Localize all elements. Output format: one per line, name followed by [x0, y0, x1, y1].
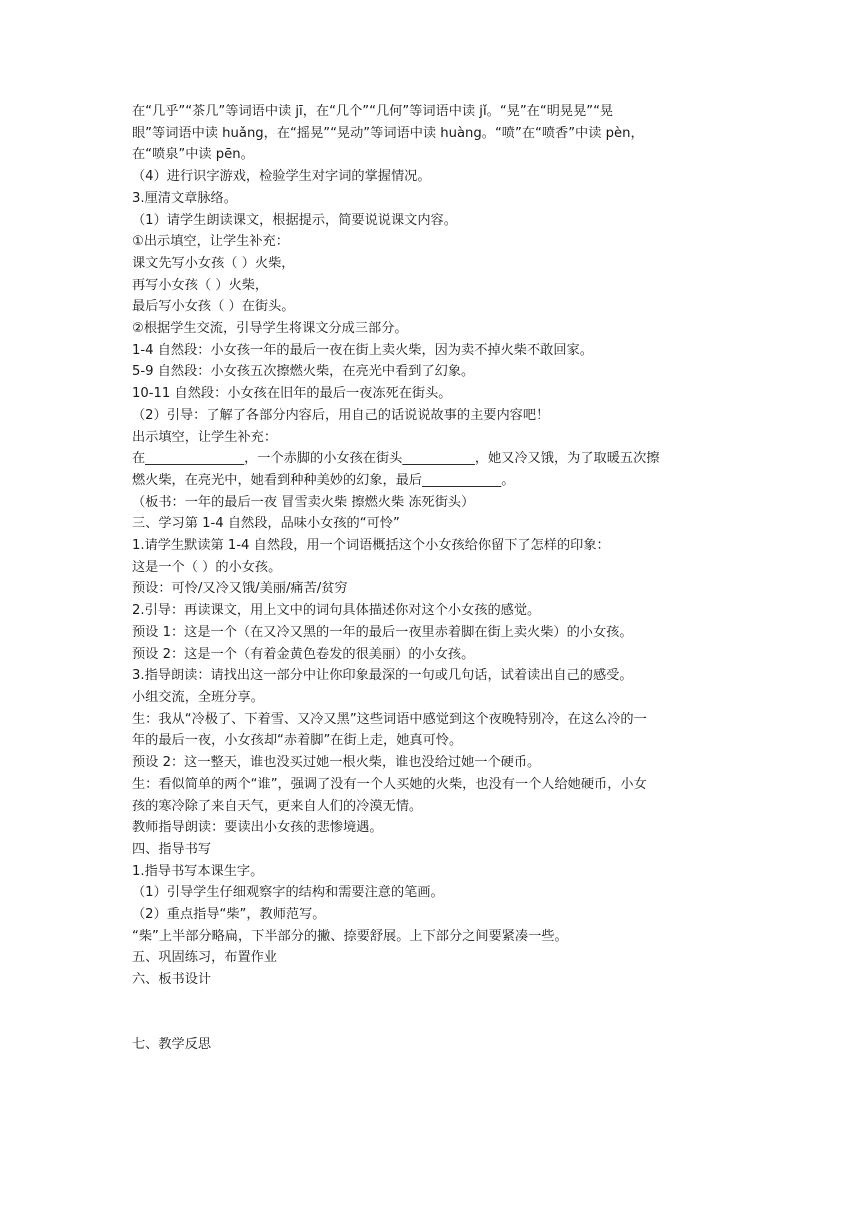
- document-body: [132, 101, 732, 1056]
- section-heading: 五、巩固练习，布置作业: [132, 950, 278, 966]
- text-line: 3.指导朗读：请找出这一部分中让你印象最深的一句或几句话，试着读出自己的感受。: [132, 668, 633, 684]
- text-line: 预设：可怜/又冷又饿/美丽/痛苦/贫穷: [132, 581, 348, 597]
- text-line: 在_______________，一个赤脚的小女孩在街头___________，她又冷又饿，为了取暖五次擦: [132, 451, 660, 467]
- text-line: 年的最后一夜，小女孩却“赤着脚”在街上走，她真可怜。: [132, 733, 463, 749]
- text-line: 在“喷泉”中读 pēn。: [132, 147, 254, 163]
- text-line: 1-4 自然段：小女孩一年的最后一夜在街上卖火柴，因为卖不掉火柴不敢回家。: [132, 342, 593, 358]
- blank-space: [132, 991, 732, 1034]
- text-line: 燃火柴，在亮光中，她看到种种美妙的幻象，最后____________。: [132, 472, 515, 488]
- text-line: 小组交流，全班分享。: [132, 689, 264, 705]
- text-line: 课文先写小女孩（ ）火柴，: [132, 255, 295, 271]
- text-line: （板书：一年的最后一夜 冒雪卖火柴 擦燃火柴 冻死街头）: [132, 494, 475, 510]
- section-heading: 四、指导书写: [132, 841, 212, 857]
- text-line: “柴”上半部分略扁，下半部分的撇、捺要舒展。上下部分之间要紧凑一些。: [132, 928, 568, 944]
- text-line: ②根据学生交流，引导学生将课文分成三部分。: [132, 321, 408, 337]
- text-line: 在“几乎”“茶几”等词语中读 jī，在“几个”“几何”等词语中读 jǐ。“晃”在“明晃晃”“晃: [132, 104, 614, 119]
- text-line: 10-11 自然段：小女孩在旧年的最后一夜冻死在街头。: [132, 386, 452, 402]
- text-line: 1.指导书写本课生字。: [132, 863, 264, 879]
- text-line: ①出示填空，让学生补充：: [132, 234, 289, 250]
- text-line: 5-9 自然段：小女孩五次擦燃火柴，在亮光中看到了幻象。: [132, 364, 475, 380]
- text-line: （4）进行识字游戏，检验学生对字词的掌握情况。: [132, 169, 431, 185]
- text-line: 2.引导：再读课文，用上文中的词句具体描述你对这个小女孩的感觉。: [132, 603, 541, 619]
- text-line: 孩的寒冷除了来自天气，更来自人们的冷漠无情。: [132, 798, 423, 814]
- text-line: （2）重点指导“柴”，教师范写。: [132, 907, 326, 923]
- text-line: 生：我从“冷极了、下着雪、又冷又黑”这些词语中感觉到这个夜晚特别冷，在这么冷的一: [132, 711, 647, 727]
- text-line: （1）请学生朗读课文，根据提示，简要说说课文内容。: [132, 212, 457, 228]
- text-line: 出示填空，让学生补充：: [132, 429, 278, 445]
- section-heading: 七、教学反思: [132, 1036, 212, 1052]
- text-line: 教师指导朗读：要读出小女孩的悲惨境遇。: [132, 820, 383, 836]
- text-line: 生：看似简单的两个“谁”，强调了没有一个人买她的火柴，也没有一个人给她硬币，小女: [132, 776, 647, 792]
- text-line: 这是一个（ ）的小女孩。: [132, 559, 282, 575]
- text-line: 预设 1：这是一个（在又冷又黑的一年的最后一夜里赤着脚在街上卖火柴）的小女孩。: [132, 624, 633, 640]
- section-heading: 六、板书设计: [132, 972, 212, 988]
- text-line: 预设 2：这是一个（有着金黄色卷发的很美丽）的小女孩。: [132, 646, 475, 662]
- section-heading: 三、学习第 1-4 自然段，品味小女孩的“可怜”: [132, 516, 400, 532]
- text-line: 最后写小女孩（ ）在街头。: [132, 299, 295, 315]
- text-line: 3.厘清文章脉络。: [132, 190, 237, 206]
- text-line: 再写小女孩（ ）火柴，: [132, 277, 269, 293]
- text-line: 眼”等词语中读 huǎng，在“摇晃”“晃动”等词语中读 huàng。“喷”在“喷香”中读 pèn，: [132, 125, 644, 141]
- text-line: 1.请学生默读第 1-4 自然段，用一个词语概括这个小女孩给你留下了怎样的印象：: [132, 538, 610, 554]
- text-line: （2）引导：了解了各部分内容后，用自己的话说说故事的主要内容吧！: [132, 407, 550, 423]
- text-line: 预设 2：这一整天，谁也没买过她一根火柴，谁也没给过她一个硬币。: [132, 755, 541, 771]
- text-line: （1）引导学生仔细观察字的结构和需要注意的笔画。: [132, 885, 444, 901]
